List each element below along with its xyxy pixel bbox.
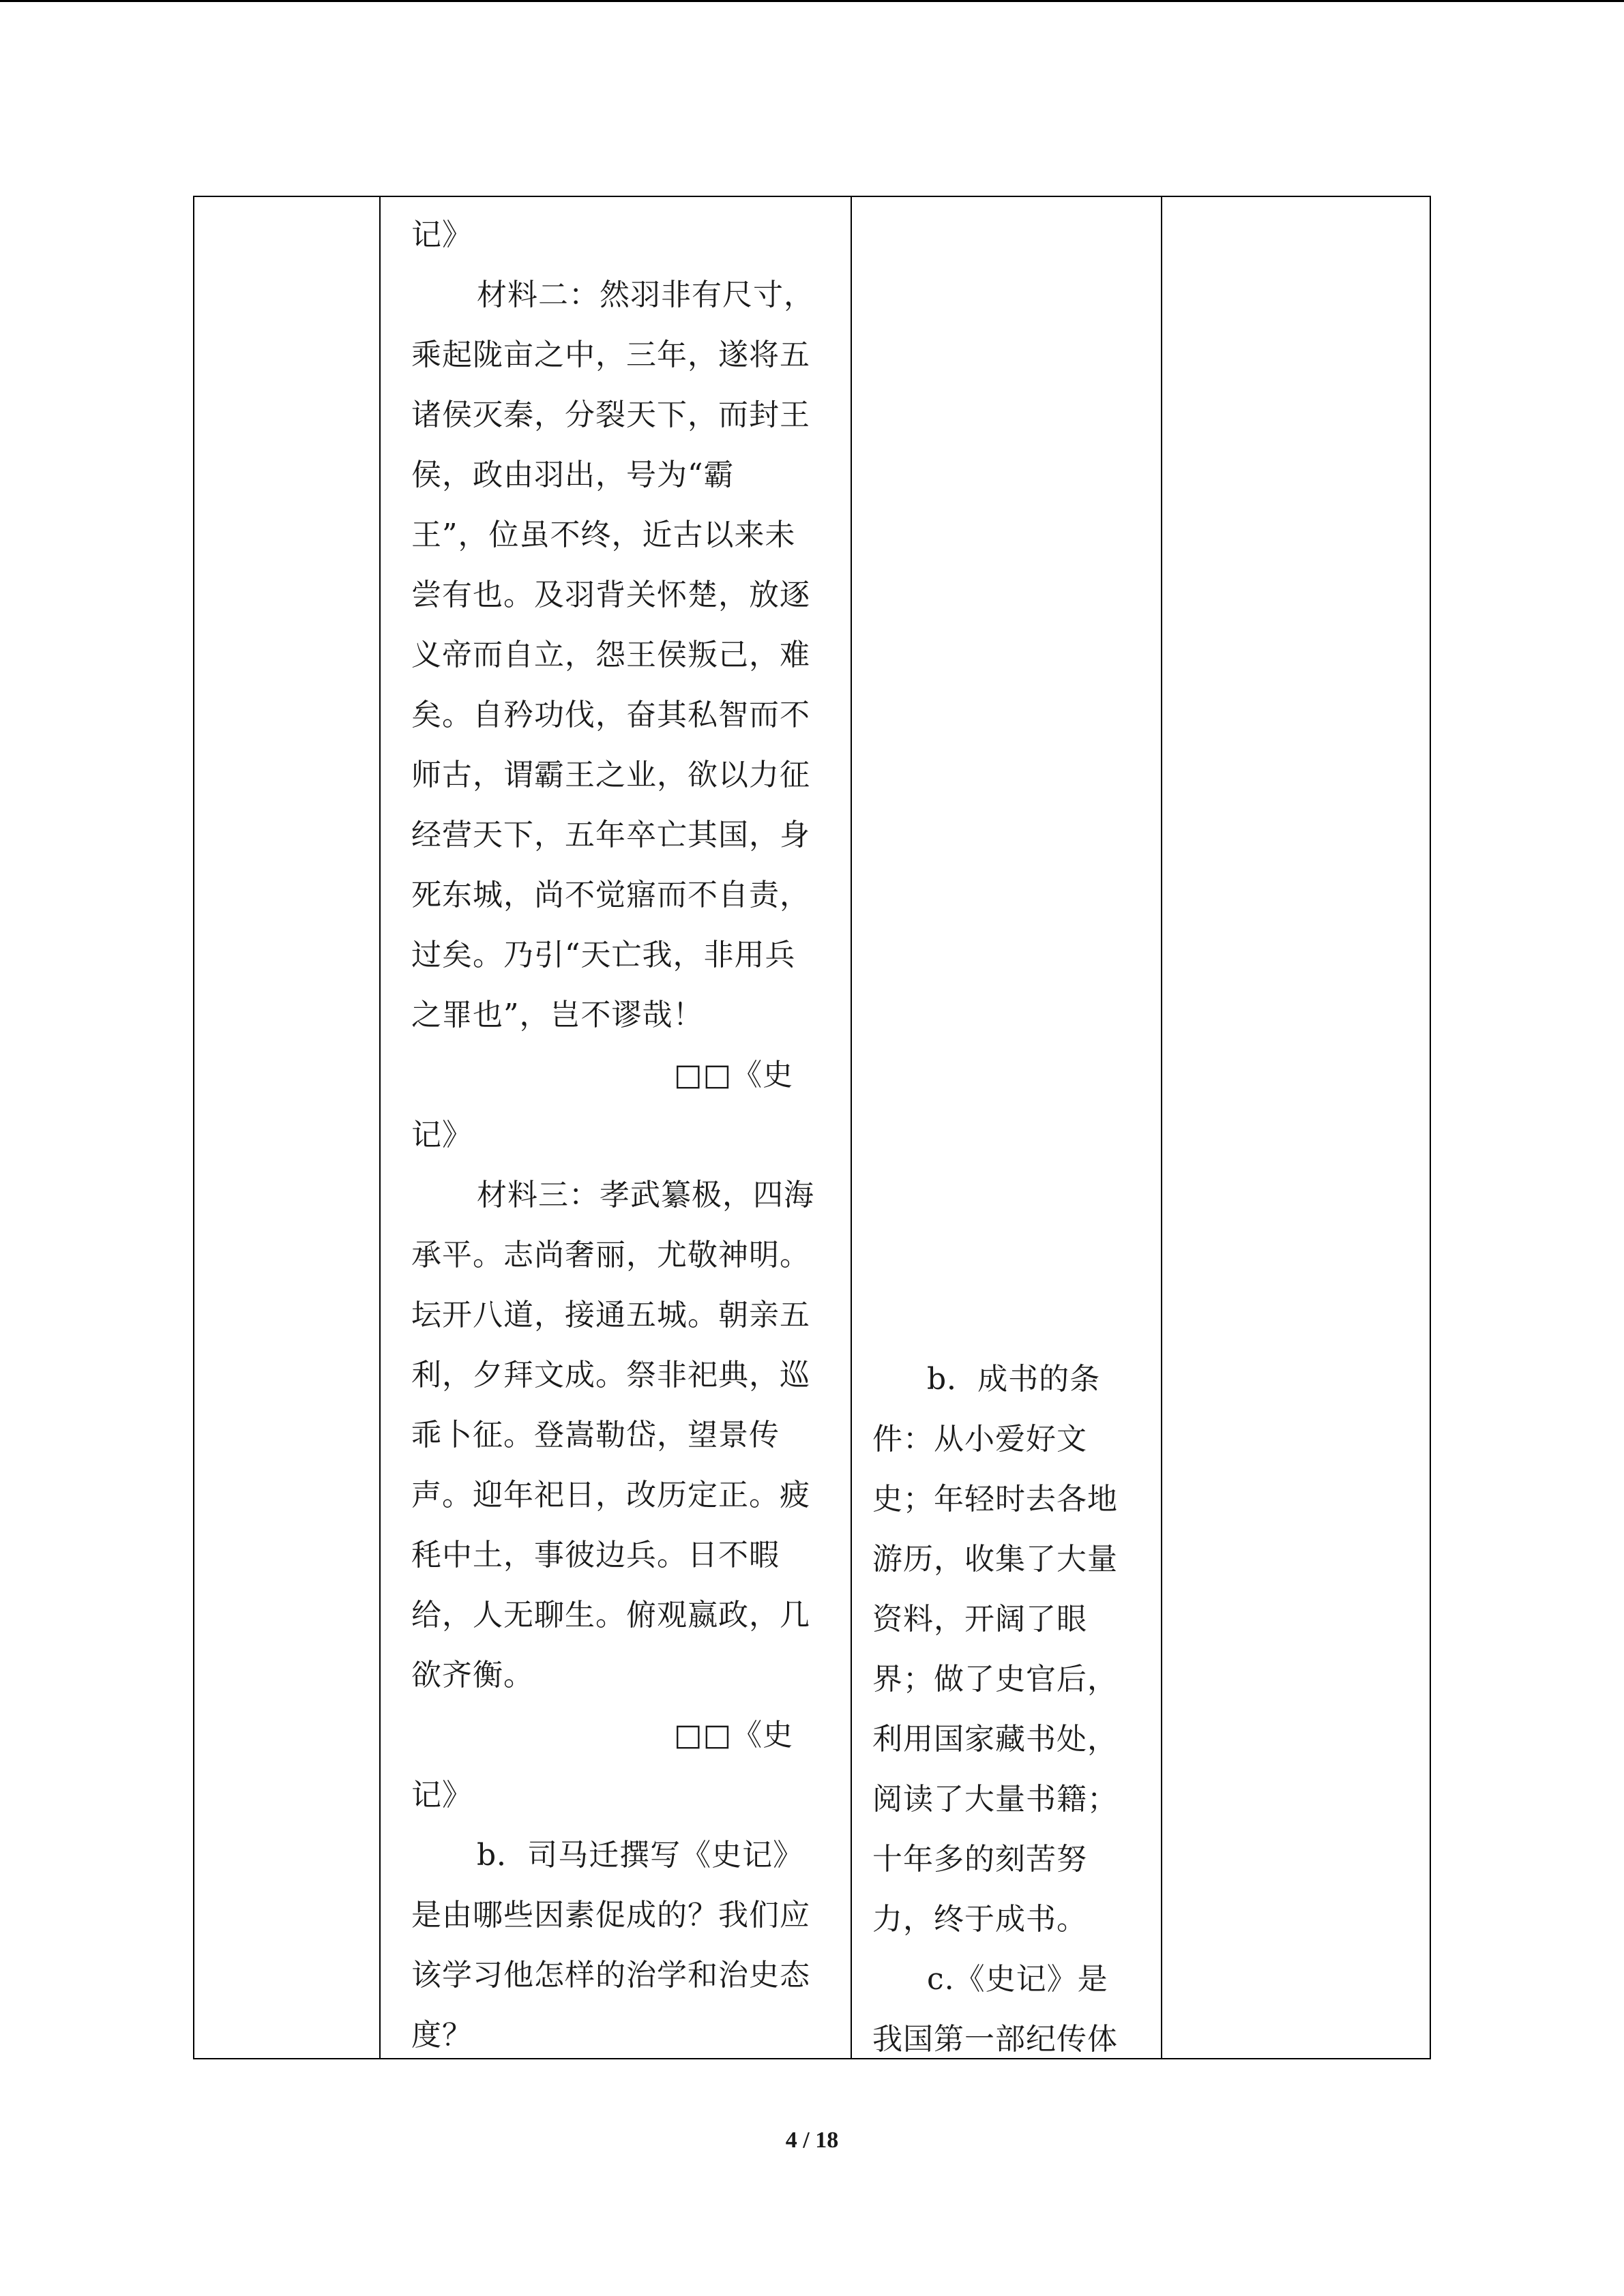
- text-line: 记》: [411, 218, 473, 252]
- answer-line: 我国第一部纪传体: [872, 2022, 1118, 2057]
- lesson-table: [193, 196, 1431, 2059]
- text-line: 乖卜征。登嵩勒岱，望景传: [411, 1418, 780, 1452]
- text-line: 材料三：孝武纂极，四海: [477, 1178, 814, 1212]
- text-line: 欲齐衡。: [411, 1658, 534, 1693]
- answer-line: 史；年轻时去各地: [872, 1482, 1118, 1517]
- text-line: 师古，谓霸王之业，欲以力征: [411, 758, 810, 792]
- question-line: 该学习他怎样的治学和治史态: [411, 1958, 810, 1993]
- text-line: 尝有也。及羽背关怀楚，放逐: [411, 578, 810, 612]
- text-line: 记》: [411, 1118, 473, 1152]
- question-line: b．司马迁撰写《史记》: [477, 1838, 804, 1873]
- table-column-2: [381, 197, 852, 2058]
- text-line: 秏中土，事彼边兵。日不暇: [411, 1538, 780, 1572]
- answer-line: 游历，收集了大量: [872, 1542, 1118, 1577]
- answer-line: 阅读了大量书籍；: [872, 1782, 1118, 1817]
- text-line: 侯，政由羽出，号为“霸: [411, 458, 735, 492]
- text-line: 过矣。乃引“天亡我，非用兵: [411, 938, 796, 972]
- material-text: [411, 205, 841, 2066]
- answer-line: 界；做了史官后，: [872, 1662, 1118, 1697]
- top-border: [0, 0, 1624, 2]
- text-line: 给，人无聊生。俯观嬴政，几: [411, 1598, 810, 1632]
- answer-line: 利用国家藏书处，: [872, 1722, 1118, 1757]
- text-line: 王”，位虽不终，近古以来未: [411, 518, 796, 552]
- answer-line: 资料，开阔了眼: [872, 1602, 1087, 1637]
- text-line: 声。迎年祀日，改历定正。疲: [411, 1478, 810, 1512]
- text-line: 死东城，尚不觉寤而不自责，: [411, 878, 810, 912]
- table-column-3: [852, 197, 1162, 2058]
- question-line: 度？: [411, 2018, 473, 2053]
- answer-line: 力，终于成书。: [872, 1902, 1087, 1937]
- text-line: 矣。自矜功伐，奋其私智而不: [411, 698, 810, 732]
- answer-line: c.《史记》是: [927, 1962, 1108, 1997]
- text-line: 经营天下，五年卒亡其国，身: [411, 818, 810, 852]
- table-column-4: [1162, 197, 1430, 2058]
- page-number: 4 / 18: [785, 2128, 839, 2153]
- source-citation: □□《史: [674, 1718, 794, 1753]
- text-line: 之罪也”，岂不谬哉！: [411, 998, 704, 1032]
- text-line: 乘起陇亩之中，三年，遂将五: [411, 338, 810, 372]
- question-line: 是由哪些因素促成的？我们应: [411, 1898, 810, 1933]
- text-line: 诸侯灭秦，分裂天下，而封王: [411, 398, 810, 432]
- text-line: 坛开八道，接通五城。朝亲五: [411, 1298, 810, 1332]
- source-citation: □□《史: [674, 1058, 794, 1092]
- text-line: 材料二：然羽非有尺寸，: [477, 278, 814, 312]
- text-line: 利，夕拜文成。祭非祀典，巡: [411, 1358, 810, 1392]
- text-line: 义帝而自立，怨王侯叛己，难: [411, 638, 810, 672]
- answer-line: 十年多的刻苦努: [872, 1842, 1087, 1877]
- answer-line: 件：从小爱好文: [872, 1422, 1087, 1457]
- text-line: 承平。志尚奢丽，尤敬神明。: [411, 1238, 810, 1272]
- answer-line: b．成书的条: [927, 1362, 1101, 1397]
- text-line: 记》: [411, 1778, 473, 1813]
- table-column-1: [194, 197, 381, 2058]
